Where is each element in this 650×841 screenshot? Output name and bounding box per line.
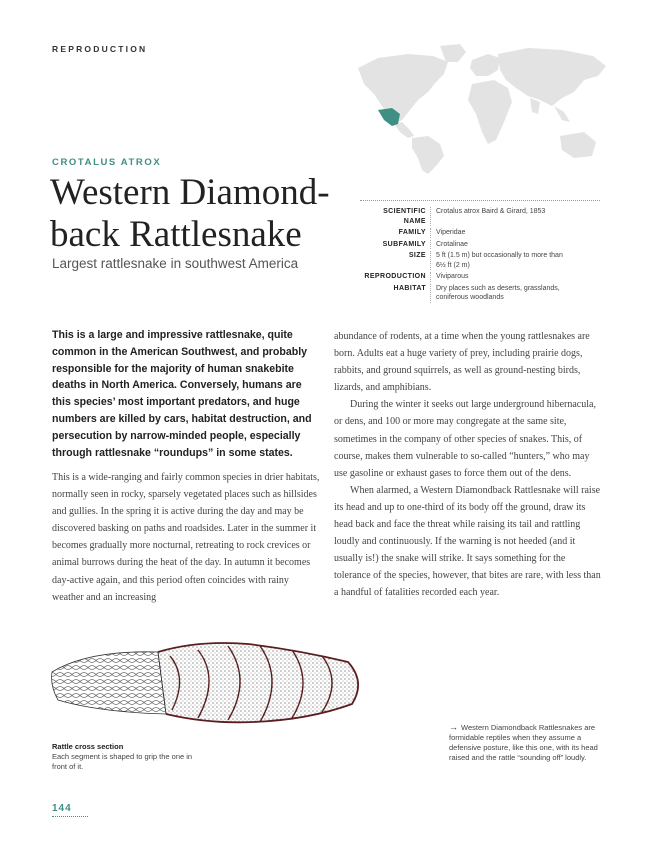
fact-box: [360, 200, 600, 305]
rattle-illustration-icon: [48, 622, 368, 742]
fact-key: FAMILY: [360, 228, 431, 238]
fact-key: SCIENTIFIC NAME: [360, 207, 431, 226]
page-number-rule: [52, 816, 88, 817]
intro-paragraph: This is a large and impressive rattlesnake, quite common in the American Southwest, and probably responsible for the majority of human snakebite deaths in North America. Conversely, humans are this species’ most important predators, and huge numbers are killed by cars, habitat destruction, and persecution by narrow-minded people, especially through rattlesnake “roundups” in some states.: [52, 329, 312, 459]
fact-row: [360, 251, 600, 270]
page-subtitle: Largest rattlesnake in southwest America: [52, 256, 299, 271]
fact-key: SUBFAMILY: [360, 240, 431, 250]
right-body-paragraph: When alarmed, a Western Diamondback Rattlesnake will raise its head and up to one-third of its body off the ground, draw its head back and face the threat while raising its tail and rattling loudly and continuously. If the warning is not heeded (and it usually is!) the snake will strike. It says something for the tolerance of the species, however, that bites are rare, with less than a handful of fatalities recorded each year.: [334, 484, 601, 599]
fact-row: [360, 272, 600, 282]
section-label: REPRODUCTION: [52, 44, 148, 54]
page-title: Western Diamond-back Rattlesnake: [50, 172, 330, 255]
rattle-caption: [52, 742, 202, 772]
fact-value: Dry places such as deserts, grasslands, coniferous woodlands: [436, 284, 560, 301]
fact-value: Viviparous: [436, 273, 469, 280]
page-number: 144: [52, 803, 72, 814]
fact-row: [360, 228, 600, 238]
fact-key: REPRODUCTION: [360, 272, 431, 282]
caption-text: Each segment is shaped to grip the one in front of it.: [52, 752, 193, 771]
fact-value: Crotalus atrox Baird & Girard, 1853: [436, 208, 546, 215]
fact-key: HABITAT: [360, 284, 431, 303]
world-range-map-icon: [348, 40, 610, 175]
fact-row: [360, 284, 600, 303]
fact-row: [360, 207, 600, 226]
left-body-paragraph: This is a wide-ranging and fairly common species in drier habitats, normally seen in rocky, sparsely vegetated places such as hillsides and gullies. In the spring it is active during the day and may be discovered basking on paths and roadsides. Later in the summer it becomes gradually more nocturnal, retreating to rock crevices or animal burrows during the heat of the day. In autumn it becomes day-active again, and this period often coincides with rainy weather and an increasing: [52, 472, 320, 603]
fact-value: 5 ft (1.5 m) but occasionally to more than 6½ ft (2 m): [436, 252, 563, 269]
right-body-paragraph: abundance of rodents, at a time when the young rattlesnakes are born. Adults eat a huge variety of prey, including prairie dogs, rabbits, and ground squirrels, as well as ground-nesting birds, lizards, and amphibians.: [334, 331, 590, 394]
fact-value: Crotalinae: [436, 240, 468, 248]
caption-title: Rattle cross section: [52, 742, 124, 751]
arrow-right-icon: →: [449, 722, 458, 732]
species-kicker: CROTALUS ATROX: [52, 157, 162, 168]
right-column: [334, 328, 602, 602]
right-body-paragraph: During the winter it seeks out large underground hibernacula, or dens, and 100 or more may congregate at the same site, sometimes in the company of other species of snakes. This, of course, makes them vulnerable to so-called “hunters,” who may use gasoline or exhaust gases to force them out of the dens.: [334, 399, 596, 479]
fact-key: SIZE: [360, 251, 431, 270]
caption-text: Western Diamondback Rattlesnakes are formidable reptiles when they assume a defensive posture, like this one, with its head raised and the rattle “sounding off” loudly.: [449, 723, 598, 762]
photo-caption: [449, 722, 609, 763]
fact-value: Viperidae: [436, 229, 466, 236]
fact-row: [360, 240, 600, 250]
